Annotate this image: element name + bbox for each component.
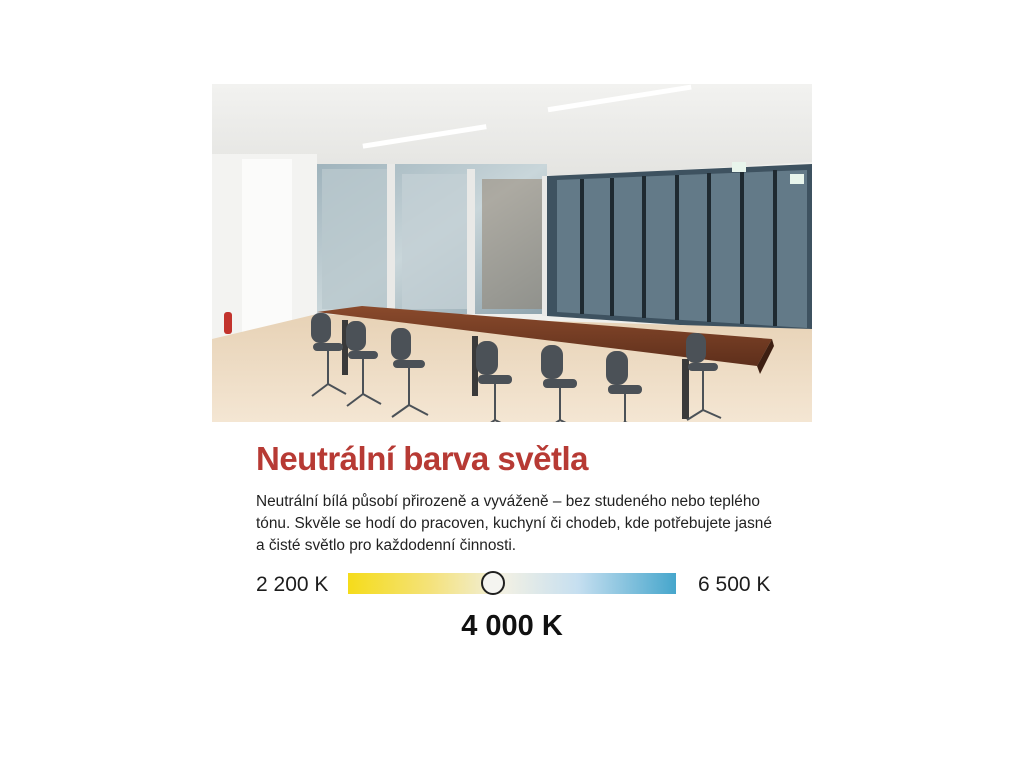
office-photo	[212, 84, 812, 422]
office-meeting-room-illustration	[212, 84, 812, 422]
card-description	[256, 491, 776, 557]
color-temperature-slider-knob[interactable]	[481, 571, 505, 595]
card-title: Neutrální barva světla	[256, 440, 588, 477]
scale-min-label: 2 200 K	[256, 573, 329, 596]
color-temperature-gradient-bar	[348, 573, 676, 594]
current-temperature-value: 4 000 K	[461, 610, 563, 642]
scale-max-label: 6 500 K	[698, 573, 771, 596]
description-line: Neutrální bílá působí přirozeně a vyváženě – bez studeného nebo teplého	[256, 493, 760, 510]
description-line: tónu. Skvěle se hodí do pracoven, kuchyní či chodeb, kde potřebujete jasné	[256, 515, 772, 532]
description-line: a čisté světlo pro každodenní činnosti.	[256, 537, 517, 554]
